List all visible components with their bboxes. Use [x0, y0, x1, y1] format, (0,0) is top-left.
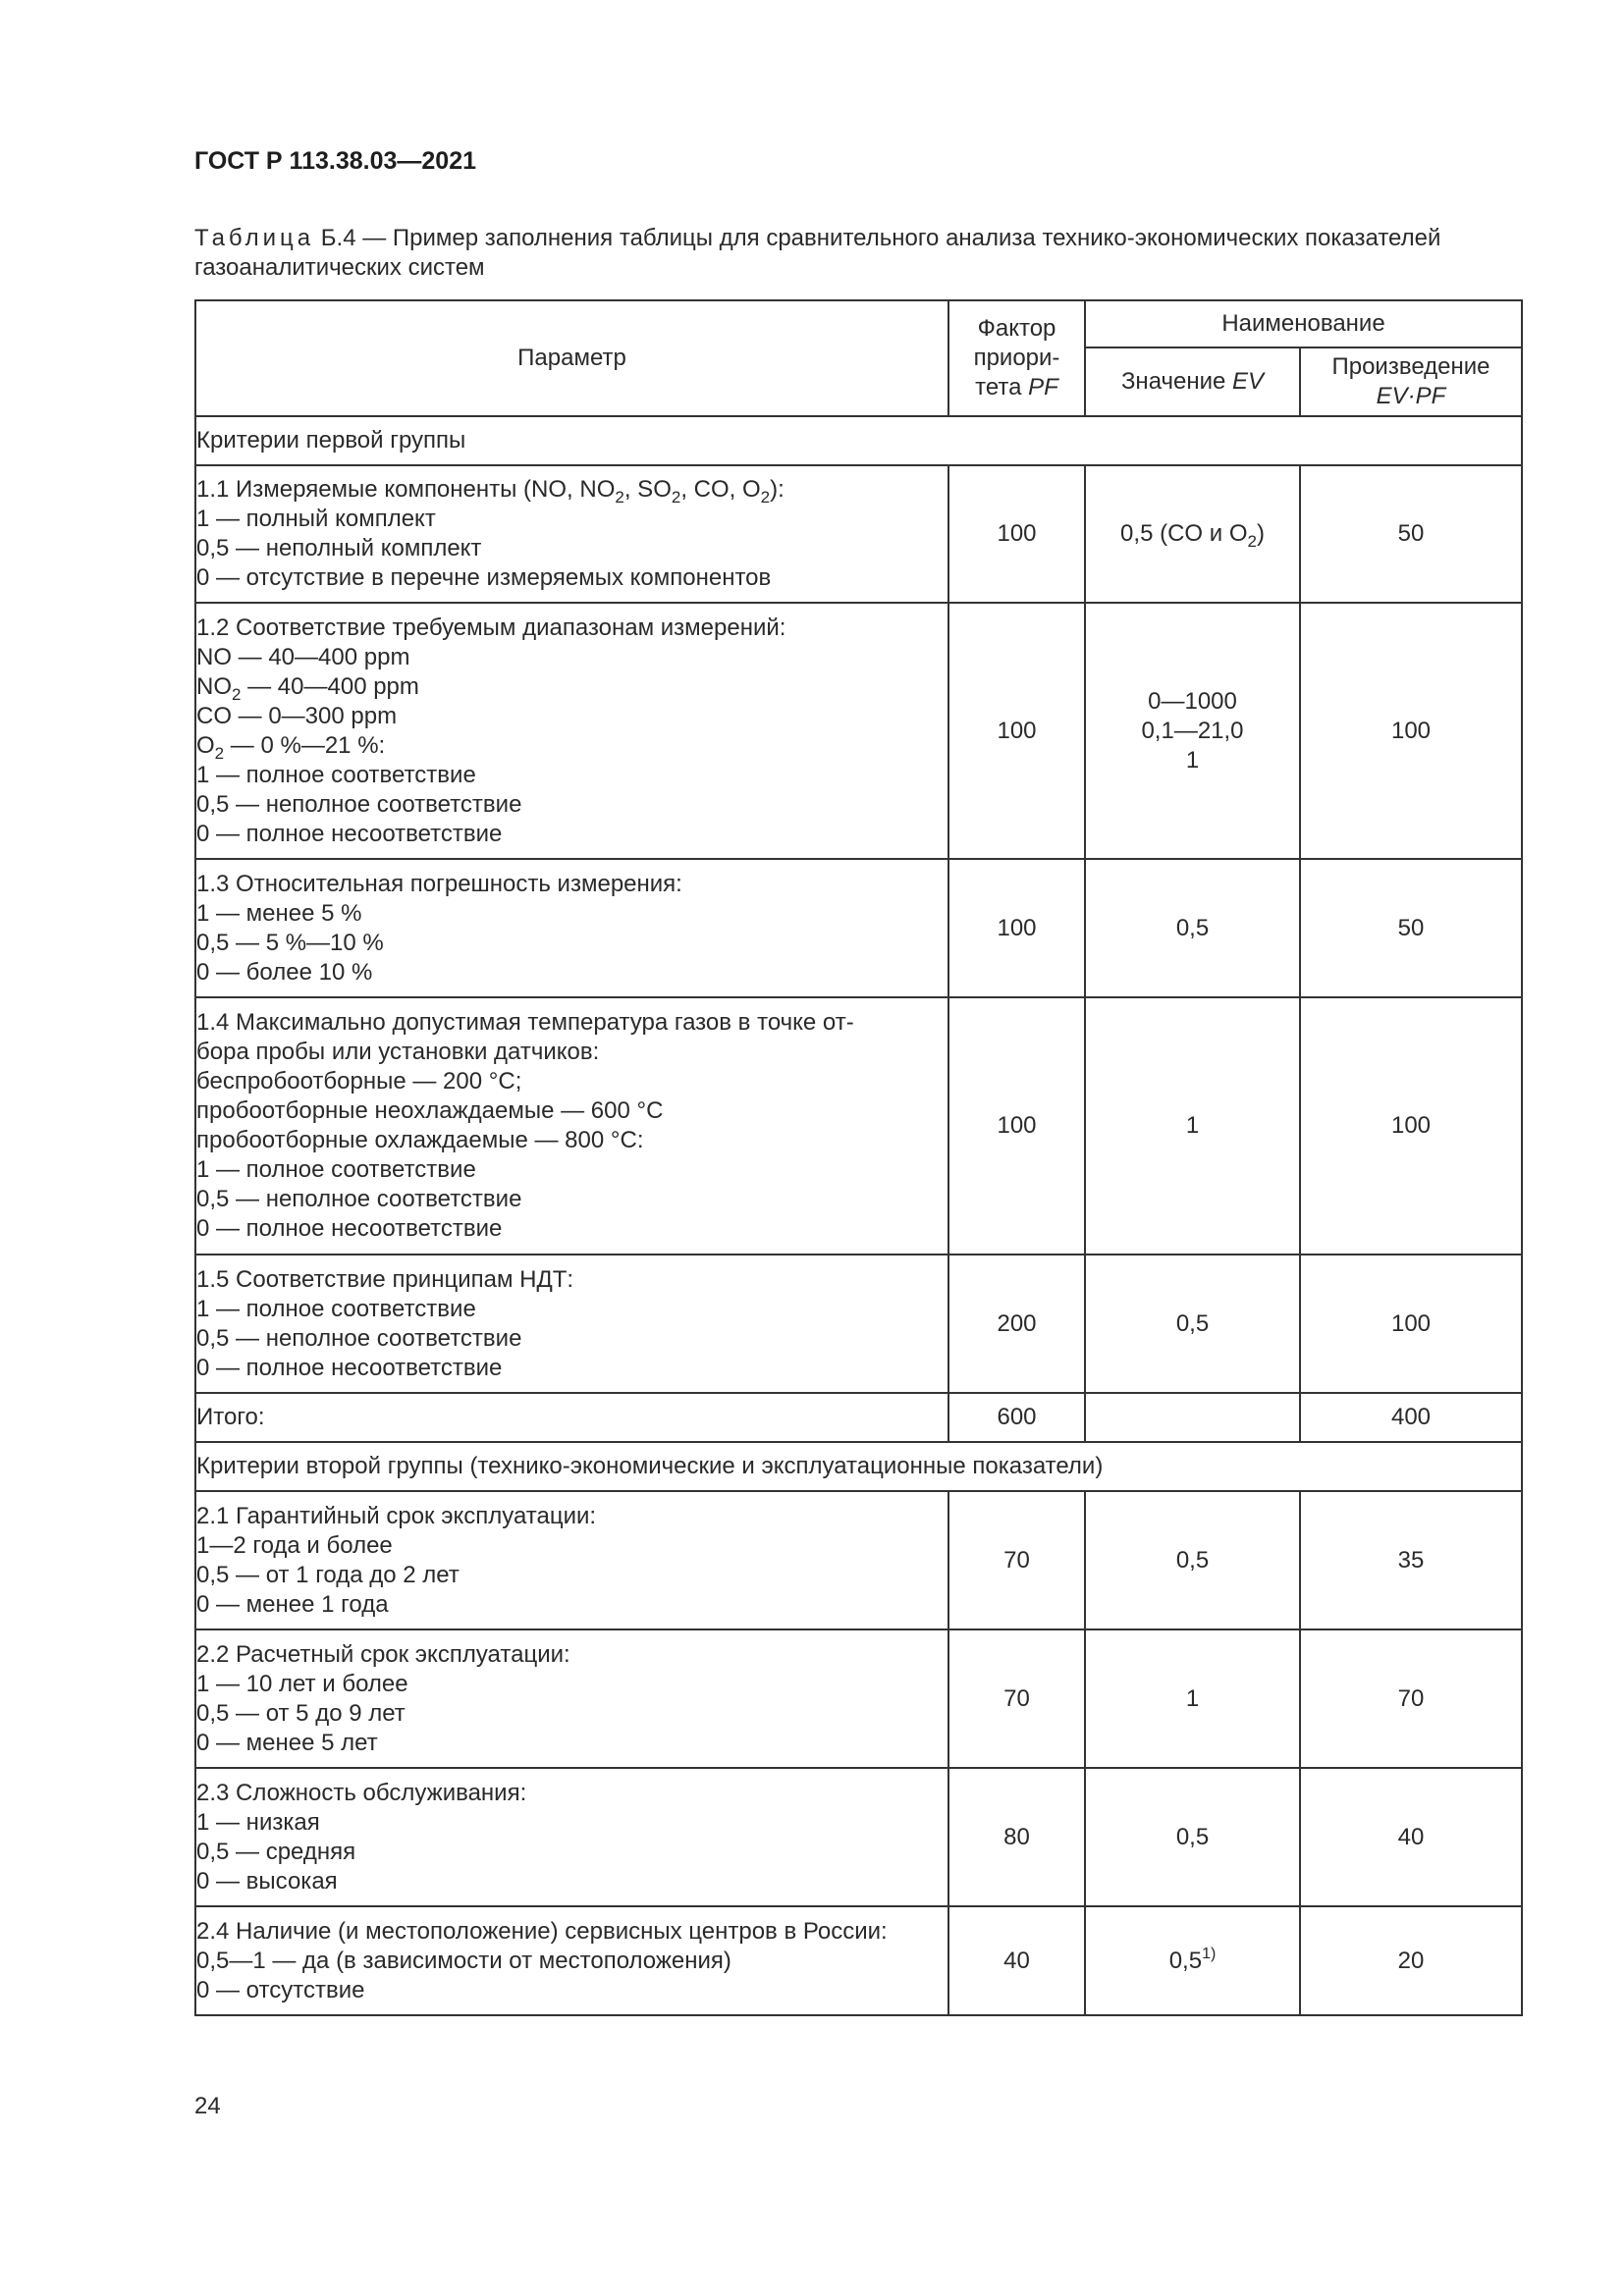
text-fragment: 0,5	[1168, 1947, 1203, 1974]
subscript: 2	[615, 488, 624, 507]
text-fragment: NO	[196, 672, 232, 700]
table-caption	[194, 224, 1520, 283]
row-2-1-param	[195, 1491, 948, 1629]
header-pf-line-2: приори-	[973, 345, 1060, 371]
row-2-3-line-3: 0,5 — средняя	[196, 1838, 356, 1865]
row-1-1-line-3: 0,5 — неполный комплект	[196, 535, 482, 561]
total-ev-empty	[1085, 1393, 1300, 1442]
row-1-2-line-8: 0 — полное несоответствие	[196, 820, 503, 847]
table-row	[195, 859, 1522, 997]
row-1-3-line-3: 0,5 — 5 %—10 %	[196, 929, 384, 956]
row-2-3-param	[195, 1768, 948, 1906]
document-id: ГОСТ Р 113.38.03—2021	[194, 147, 477, 175]
group-row-1	[195, 416, 1522, 465]
header-ev-word: Значение	[1120, 368, 1226, 395]
total-row	[195, 1393, 1522, 1442]
text-fragment: 0,5 (CO и O	[1120, 520, 1248, 547]
subscript: 2	[214, 743, 225, 763]
row-1-3-pf: 100	[948, 859, 1085, 997]
row-2-3-line-1: 2.3 Сложность обслуживания:	[196, 1779, 527, 1806]
row-1-4-ev: 1	[1085, 997, 1300, 1255]
row-1-2-line-5	[196, 731, 947, 761]
caption-text: Б.4 — Пример заполнения таблицы для сравнительного анализа технико-экономических показателей газоаналитических систем	[194, 225, 1441, 281]
header-row-1	[195, 300, 1522, 347]
text-fragment: O	[196, 731, 215, 759]
row-1-3-line-2: 1 — менее 5 %	[196, 899, 362, 927]
table-row	[195, 1768, 1522, 1906]
header-name: Наименование	[1085, 300, 1522, 347]
row-1-1-line-2: 1 — полный комплект	[196, 506, 436, 532]
header-pf-symbol: PF	[1028, 374, 1058, 400]
header-ev-symbol: EV	[1232, 368, 1265, 395]
row-2-1-line-4: 0 — менее 1 года	[196, 1590, 389, 1618]
row-1-5-line-2: 1 — полное соответствие	[196, 1295, 476, 1322]
row-1-2-product: 100	[1300, 603, 1522, 859]
row-1-1-param	[195, 465, 948, 603]
row-2-2-pf: 70	[948, 1629, 1085, 1768]
text-fragment: , CO, O	[680, 476, 761, 503]
row-1-5-line-4: 0 — полное несоответствие	[196, 1354, 503, 1381]
row-1-4-pf: 100	[948, 997, 1085, 1255]
row-2-2-line-2: 1 — 10 лет и более	[196, 1670, 408, 1697]
row-1-4-param	[195, 997, 948, 1255]
group-row-2	[195, 1442, 1522, 1491]
row-2-4-ev	[1085, 1906, 1300, 2015]
total-label: Итого:	[195, 1393, 948, 1442]
row-1-3-product: 50	[1300, 859, 1522, 997]
total-product: 400	[1300, 1393, 1522, 1442]
group-1-label: Критерии первой группы	[195, 416, 1522, 465]
header-product	[1300, 347, 1522, 416]
header-param: Параметр	[195, 300, 948, 416]
row-2-1-line-2: 1—2 года и более	[196, 1531, 393, 1559]
row-1-5-param	[195, 1255, 948, 1393]
table-row	[195, 465, 1522, 603]
row-1-2-ev-line-2: 0,1—21,0	[1141, 717, 1244, 744]
row-2-4-param	[195, 1906, 948, 2015]
subscript: 2	[671, 488, 681, 507]
header-priority-factor	[948, 300, 1085, 416]
row-2-2-product: 70	[1300, 1629, 1522, 1768]
row-1-2-line-4: CO — 0—300 ppm	[196, 702, 398, 729]
row-1-4-line-1: 1.4 Максимально допустимая температура газов в точке от-	[196, 1009, 854, 1036]
row-1-5-line-1: 1.5 Соответствие принципам НДТ:	[196, 1265, 574, 1293]
header-product-symbol: EV·PF	[1376, 383, 1446, 409]
header-product-word: Произведение	[1331, 353, 1490, 380]
row-1-4-line-4: пробоотборные неохлаждаемые — 600 °C	[196, 1097, 664, 1124]
row-1-1-line-1	[196, 475, 947, 505]
row-1-2-pf: 100	[948, 603, 1085, 859]
row-2-4-line-3: 0 — отсутствие	[196, 1976, 365, 2003]
table-row	[195, 997, 1522, 1255]
text-fragment: 1.1 Измеряемые компоненты (NO, NO	[196, 476, 616, 503]
row-2-1-line-1: 2.1 Гарантийный срок эксплуатации:	[196, 1502, 597, 1529]
caption-word: Таблица	[194, 225, 315, 251]
row-1-4-line-7: 0,5 — неполное соответствие	[196, 1186, 522, 1212]
text-fragment: — 40—400 ppm	[241, 672, 419, 700]
row-1-2-line-6: 1 — полное соответствие	[196, 761, 476, 788]
text-fragment: ):	[770, 476, 785, 503]
row-1-5-product: 100	[1300, 1255, 1522, 1393]
row-2-2-line-1: 2.2 Расчетный срок эксплуатации:	[196, 1640, 570, 1668]
row-1-4-line-3: беспробоотборные — 200 °C;	[196, 1068, 522, 1095]
subscript: 2	[232, 684, 242, 704]
row-2-4-product: 20	[1300, 1906, 1522, 2015]
row-1-2-line-7: 0,5 — неполное соответствие	[196, 790, 522, 818]
row-2-1-product: 35	[1300, 1491, 1522, 1629]
row-1-5-ev: 0,5	[1085, 1255, 1300, 1393]
text-fragment: , SO	[623, 476, 672, 503]
row-1-2-line-1: 1.2 Соответствие требуемым диапазонам измерений:	[196, 614, 786, 641]
subscript: 2	[760, 488, 771, 507]
row-1-2-ev-line-1: 0—1000	[1148, 687, 1237, 715]
row-2-2-line-4: 0 — менее 5 лет	[196, 1729, 378, 1756]
row-1-2-line-3	[196, 672, 947, 702]
row-1-4-line-2: бора пробы или установки датчиков:	[196, 1039, 600, 1065]
table-row	[195, 1629, 1522, 1768]
table-row	[195, 1906, 1522, 2015]
group-2-label: Критерии второй группы (технико-экономические и эксплуатационные показатели)	[195, 1442, 1522, 1491]
row-2-4-pf: 40	[948, 1906, 1085, 2015]
table-row	[195, 603, 1522, 859]
comparison-table	[194, 299, 1523, 2016]
row-1-5-pf: 200	[948, 1255, 1085, 1393]
total-pf: 600	[948, 1393, 1085, 1442]
footnote-marker: 1)	[1202, 1945, 1217, 1962]
row-2-2-ev: 1	[1085, 1629, 1300, 1768]
header-pf-line-3	[975, 374, 1058, 400]
row-2-3-line-4: 0 — высокая	[196, 1867, 338, 1895]
table-row	[195, 1255, 1522, 1393]
row-1-4-line-5: пробоотборные охлаждаемые — 800 °C:	[196, 1127, 644, 1153]
header-pf-line-1: Фактор	[977, 315, 1056, 342]
row-2-3-product: 40	[1300, 1768, 1522, 1906]
row-2-1-ev: 0,5	[1085, 1491, 1300, 1629]
text-fragment: — 0 %—21 %:	[224, 731, 386, 759]
row-1-1-product: 50	[1300, 465, 1522, 603]
row-2-1-line-3: 0,5 — от 1 года до 2 лет	[196, 1561, 460, 1588]
header-pf-word: тета	[975, 374, 1022, 400]
row-1-1-pf: 100	[948, 465, 1085, 603]
row-1-2-line-2: NO — 40—400 ppm	[196, 643, 410, 670]
row-1-5-line-3: 0,5 — неполное соответствие	[196, 1324, 522, 1352]
header-value	[1085, 347, 1300, 416]
row-1-3-line-4: 0 — более 10 %	[196, 958, 373, 986]
row-2-3-ev: 0,5	[1085, 1768, 1300, 1906]
row-1-3-param	[195, 859, 948, 997]
row-1-3-ev: 0,5	[1085, 859, 1300, 997]
row-2-3-pf: 80	[948, 1768, 1085, 1906]
row-1-1-line-4: 0 — отсутствие в перечне измеряемых компонентов	[196, 564, 772, 591]
row-2-4-line-2: 0,5—1 — да (в зависимости от местоположения)	[196, 1947, 731, 1974]
table-row	[195, 1491, 1522, 1629]
subscript: 2	[1247, 532, 1257, 551]
row-1-4-line-6: 1 — полное соответствие	[196, 1156, 476, 1183]
row-1-2-ev	[1085, 603, 1300, 859]
page-number: 24	[194, 2093, 221, 2119]
row-2-3-line-2: 1 — низкая	[196, 1808, 320, 1836]
row-1-3-line-1: 1.3 Относительная погрешность измерения:	[196, 870, 682, 897]
text-fragment: )	[1256, 520, 1265, 547]
row-2-1-pf: 70	[948, 1491, 1085, 1629]
row-2-2-line-3: 0,5 — от 5 до 9 лет	[196, 1699, 406, 1727]
row-1-2-ev-line-3: 1	[1185, 746, 1200, 774]
row-1-4-line-8: 0 — полное несоответствие	[196, 1215, 503, 1242]
row-1-1-ev	[1085, 465, 1300, 603]
row-1-4-product: 100	[1300, 997, 1522, 1255]
row-2-2-param	[195, 1629, 948, 1768]
row-1-2-param	[195, 603, 948, 859]
row-2-4-line-1: 2.4 Наличие (и местоположение) сервисных центров в России:	[196, 1917, 888, 1945]
